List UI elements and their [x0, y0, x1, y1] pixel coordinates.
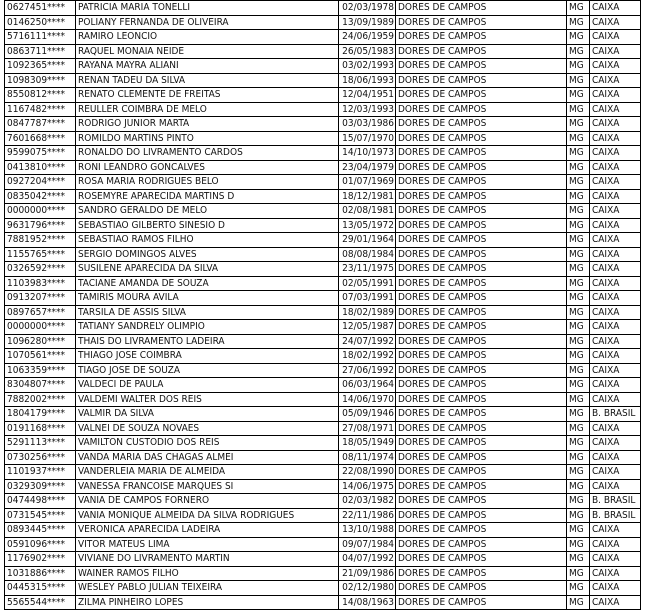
nis-cell: 0927204**** — [5, 175, 76, 190]
state-cell: MG — [567, 421, 590, 436]
table-row — [5, 450, 641, 465]
nis-cell: 1096280**** — [5, 334, 76, 349]
table-row — [5, 407, 641, 422]
birth-date-cell: 06/03/1964 — [339, 378, 396, 393]
state-cell: MG — [567, 523, 590, 538]
nis-cell: 7881952**** — [5, 233, 76, 248]
birth-date-cell: 02/03/1982 — [339, 494, 396, 509]
nis-cell: 0329309**** — [5, 479, 76, 494]
birth-date-cell: 18/06/1993 — [339, 73, 396, 88]
name-cell: RAYANA MAYRA ALIANI — [76, 59, 339, 74]
table-row — [5, 305, 641, 320]
bank-cell: CAIXA — [590, 566, 641, 581]
name-cell: RONI LEANDRO GONCALVES — [76, 160, 339, 175]
state-cell: MG — [567, 73, 590, 88]
name-cell: SEBASTIAO GILBERTO SINESIO D — [76, 218, 339, 233]
birth-date-cell: 22/08/1990 — [339, 465, 396, 480]
birth-date-cell: 18/12/1981 — [339, 189, 396, 204]
state-cell: MG — [567, 204, 590, 219]
birth-date-cell: 03/02/1993 — [339, 59, 396, 74]
state-cell: MG — [567, 175, 590, 190]
birth-date-cell: 14/06/1970 — [339, 392, 396, 407]
nis-cell: 0897657**** — [5, 305, 76, 320]
table-row — [5, 378, 641, 393]
bank-cell: CAIXA — [590, 421, 641, 436]
nis-cell: 8304807**** — [5, 378, 76, 393]
state-cell: MG — [567, 146, 590, 161]
table-row — [5, 44, 641, 59]
nis-cell: 1031886**** — [5, 566, 76, 581]
table-row — [5, 552, 641, 567]
bank-cell: CAIXA — [590, 204, 641, 219]
city-cell: DORES DE CAMPOS — [396, 291, 567, 306]
state-cell: MG — [567, 508, 590, 523]
bank-cell: CAIXA — [590, 334, 641, 349]
state-cell: MG — [567, 59, 590, 74]
table-row — [5, 218, 641, 233]
nis-cell: 0445315**** — [5, 581, 76, 596]
name-cell: SANDRO GERALDO DE MELO — [76, 204, 339, 219]
state-cell: MG — [567, 247, 590, 262]
state-cell: MG — [567, 160, 590, 175]
state-cell: MG — [567, 291, 590, 306]
state-cell: MG — [567, 581, 590, 596]
name-cell: VANDA MARIA DAS CHAGAS ALMEI — [76, 450, 339, 465]
birth-date-cell: 24/07/1992 — [339, 334, 396, 349]
city-cell: DORES DE CAMPOS — [396, 479, 567, 494]
table-row — [5, 160, 641, 175]
city-cell: DORES DE CAMPOS — [396, 334, 567, 349]
birth-date-cell: 14/10/1973 — [339, 146, 396, 161]
name-cell: VANIA MONIQUE ALMEIDA DA SILVA RODRIGUES — [76, 508, 339, 523]
nis-cell: 0191168**** — [5, 421, 76, 436]
bank-cell: CAIXA — [590, 131, 641, 146]
name-cell: VIVIANE DO LIVRAMENTO MARTIN — [76, 552, 339, 567]
name-cell: RODRIGO JUNIOR MARTA — [76, 117, 339, 132]
name-cell: ROSEMYRE APARECIDA MARTINS D — [76, 189, 339, 204]
state-cell: MG — [567, 378, 590, 393]
name-cell: ROSA MARIA RODRIGUES BELO — [76, 175, 339, 190]
bank-cell: CAIXA — [590, 160, 641, 175]
city-cell: DORES DE CAMPOS — [396, 247, 567, 262]
table-row — [5, 131, 641, 146]
city-cell: DORES DE CAMPOS — [396, 15, 567, 30]
state-cell: MG — [567, 552, 590, 567]
table-row — [5, 494, 641, 509]
name-cell: RONALDO DO LIVRAMENTO CARDOS — [76, 146, 339, 161]
state-cell: MG — [567, 131, 590, 146]
state-cell: MG — [567, 262, 590, 277]
state-cell: MG — [567, 102, 590, 117]
table-row — [5, 523, 641, 538]
city-cell: DORES DE CAMPOS — [396, 508, 567, 523]
name-cell: ROMILDO MARTINS PINTO — [76, 131, 339, 146]
name-cell: WESLEY PABLO JULIAN TEIXEIRA — [76, 581, 339, 596]
state-cell: MG — [567, 407, 590, 422]
bank-cell: CAIXA — [590, 247, 641, 262]
nis-cell: 0835042**** — [5, 189, 76, 204]
nis-cell: 5716111**** — [5, 30, 76, 45]
name-cell: RENATO CLEMENTE DE FREITAS — [76, 88, 339, 103]
city-cell: DORES DE CAMPOS — [396, 436, 567, 451]
state-cell: MG — [567, 595, 590, 610]
bank-cell: CAIXA — [590, 262, 641, 277]
nis-cell: 8550812**** — [5, 88, 76, 103]
state-cell: MG — [567, 436, 590, 451]
nis-cell: 0893445**** — [5, 523, 76, 538]
city-cell: DORES DE CAMPOS — [396, 1, 567, 16]
nis-cell: 0863711**** — [5, 44, 76, 59]
name-cell: REULLER COIMBRA DE MELO — [76, 102, 339, 117]
bank-cell: CAIXA — [590, 15, 641, 30]
nis-cell: 0591096**** — [5, 537, 76, 552]
birth-date-cell: 12/05/1987 — [339, 320, 396, 335]
name-cell: VERONICA APARECIDA LADEIRA — [76, 523, 339, 538]
city-cell: DORES DE CAMPOS — [396, 102, 567, 117]
table-row — [5, 465, 641, 480]
state-cell: MG — [567, 450, 590, 465]
table-row — [5, 334, 641, 349]
nis-cell: 0146250**** — [5, 15, 76, 30]
nis-cell: 0000000**** — [5, 204, 76, 219]
nis-cell: 1103983**** — [5, 276, 76, 291]
state-cell: MG — [567, 363, 590, 378]
state-cell: MG — [567, 1, 590, 16]
city-cell: DORES DE CAMPOS — [396, 552, 567, 567]
birth-date-cell: 05/09/1946 — [339, 407, 396, 422]
state-cell: MG — [567, 88, 590, 103]
name-cell: VANDERLEIA MARIA DE ALMEIDA — [76, 465, 339, 480]
nis-cell: 1070561**** — [5, 349, 76, 364]
name-cell: VANIA DE CAMPOS FORNERO — [76, 494, 339, 509]
birth-date-cell: 18/02/1989 — [339, 305, 396, 320]
table-row — [5, 436, 641, 451]
birth-date-cell: 02/05/1991 — [339, 276, 396, 291]
bank-cell: CAIXA — [590, 233, 641, 248]
nis-cell: 1101937**** — [5, 465, 76, 480]
city-cell: DORES DE CAMPOS — [396, 218, 567, 233]
birth-date-cell: 26/05/1983 — [339, 44, 396, 59]
city-cell: DORES DE CAMPOS — [396, 450, 567, 465]
nis-cell: 1804179**** — [5, 407, 76, 422]
nis-cell: 0731545**** — [5, 508, 76, 523]
name-cell: VALDECI DE PAULA — [76, 378, 339, 393]
bank-cell: CAIXA — [590, 479, 641, 494]
city-cell: DORES DE CAMPOS — [396, 421, 567, 436]
bank-cell: CAIXA — [590, 537, 641, 552]
state-cell: MG — [567, 566, 590, 581]
table-row — [5, 204, 641, 219]
nis-cell: 0000000**** — [5, 320, 76, 335]
name-cell: VALDEMI WALTER DOS REIS — [76, 392, 339, 407]
table-row — [5, 363, 641, 378]
name-cell: RAMIRO LEONCIO — [76, 30, 339, 45]
table-row — [5, 102, 641, 117]
city-cell: DORES DE CAMPOS — [396, 523, 567, 538]
state-cell: MG — [567, 320, 590, 335]
name-cell: VANESSA FRANCOISE MARQUES SI — [76, 479, 339, 494]
name-cell: PATRICIA MARIA TONELLI — [76, 1, 339, 16]
nis-cell: 1167482**** — [5, 102, 76, 117]
bank-cell: CAIXA — [590, 175, 641, 190]
city-cell: DORES DE CAMPOS — [396, 566, 567, 581]
nis-cell: 1063359**** — [5, 363, 76, 378]
city-cell: DORES DE CAMPOS — [396, 320, 567, 335]
bank-cell: CAIXA — [590, 465, 641, 480]
table-row — [5, 247, 641, 262]
nis-cell: 0730256**** — [5, 450, 76, 465]
city-cell: DORES DE CAMPOS — [396, 581, 567, 596]
state-cell: MG — [567, 479, 590, 494]
city-cell: DORES DE CAMPOS — [396, 204, 567, 219]
beneficiary-table — [4, 0, 641, 610]
bank-cell: CAIXA — [590, 378, 641, 393]
table-row — [5, 30, 641, 45]
table-row — [5, 349, 641, 364]
city-cell: DORES DE CAMPOS — [396, 146, 567, 161]
birth-date-cell: 12/03/1993 — [339, 102, 396, 117]
nis-cell: 1092365**** — [5, 59, 76, 74]
birth-date-cell: 14/06/1975 — [339, 479, 396, 494]
table-row — [5, 146, 641, 161]
bank-cell: CAIXA — [590, 291, 641, 306]
name-cell: VITOR MATEUS LIMA — [76, 537, 339, 552]
city-cell: DORES DE CAMPOS — [396, 88, 567, 103]
state-cell: MG — [567, 334, 590, 349]
bank-cell: CAIXA — [590, 581, 641, 596]
nis-cell: 1176902**** — [5, 552, 76, 567]
bank-cell: B. BRASIL — [590, 407, 641, 422]
birth-date-cell: 07/03/1991 — [339, 291, 396, 306]
bank-cell: CAIXA — [590, 73, 641, 88]
city-cell: DORES DE CAMPOS — [396, 363, 567, 378]
nis-cell: 0627451**** — [5, 1, 76, 16]
nis-cell: 5291113**** — [5, 436, 76, 451]
table-row — [5, 88, 641, 103]
name-cell: SUSILENE APARECIDA DA SILVA — [76, 262, 339, 277]
city-cell: DORES DE CAMPOS — [396, 494, 567, 509]
birth-date-cell: 18/02/1992 — [339, 349, 396, 364]
city-cell: DORES DE CAMPOS — [396, 175, 567, 190]
bank-cell: CAIXA — [590, 218, 641, 233]
birth-date-cell: 27/08/1971 — [339, 421, 396, 436]
table-row — [5, 233, 641, 248]
birth-date-cell: 23/04/1979 — [339, 160, 396, 175]
bank-cell: CAIXA — [590, 349, 641, 364]
table-row — [5, 175, 641, 190]
table-row — [5, 73, 641, 88]
birth-date-cell: 03/03/1986 — [339, 117, 396, 132]
nis-cell: 0474498**** — [5, 494, 76, 509]
name-cell: ZILMA PINHEIRO LOPES — [76, 595, 339, 610]
city-cell: DORES DE CAMPOS — [396, 44, 567, 59]
nis-cell: 7882002**** — [5, 392, 76, 407]
city-cell: DORES DE CAMPOS — [396, 233, 567, 248]
table-row — [5, 262, 641, 277]
name-cell: VAMILTON CUSTODIO DOS REIS — [76, 436, 339, 451]
state-cell: MG — [567, 189, 590, 204]
name-cell: TIAGO JOSE DE SOUZA — [76, 363, 339, 378]
state-cell: MG — [567, 15, 590, 30]
birth-date-cell: 24/06/1959 — [339, 30, 396, 45]
birth-date-cell: 04/07/1992 — [339, 552, 396, 567]
birth-date-cell: 27/06/1992 — [339, 363, 396, 378]
name-cell: TARSILA DE ASSIS SILVA — [76, 305, 339, 320]
nis-cell: 0413810**** — [5, 160, 76, 175]
bank-cell: CAIXA — [590, 320, 641, 335]
table-row — [5, 392, 641, 407]
city-cell: DORES DE CAMPOS — [396, 73, 567, 88]
state-cell: MG — [567, 218, 590, 233]
bank-cell: CAIXA — [590, 59, 641, 74]
city-cell: DORES DE CAMPOS — [396, 465, 567, 480]
bank-cell: B. BRASIL — [590, 494, 641, 509]
birth-date-cell: 14/08/1963 — [339, 595, 396, 610]
bank-cell: B. BRASIL — [590, 508, 641, 523]
table-row — [5, 320, 641, 335]
name-cell: TACIANE AMANDA DE SOUZA — [76, 276, 339, 291]
table-body — [5, 1, 641, 610]
table-row — [5, 276, 641, 291]
birth-date-cell: 13/09/1989 — [339, 15, 396, 30]
name-cell: RENAN TADEU DA SILVA — [76, 73, 339, 88]
table-row — [5, 508, 641, 523]
name-cell: THAIS DO LIVRAMENTO LADEIRA — [76, 334, 339, 349]
bank-cell: CAIXA — [590, 595, 641, 610]
name-cell: WAINER RAMOS FILHO — [76, 566, 339, 581]
state-cell: MG — [567, 537, 590, 552]
state-cell: MG — [567, 305, 590, 320]
bank-cell: CAIXA — [590, 276, 641, 291]
bank-cell: CAIXA — [590, 552, 641, 567]
bank-cell: CAIXA — [590, 305, 641, 320]
table-row — [5, 566, 641, 581]
name-cell: THIAGO JOSE COIMBRA — [76, 349, 339, 364]
bank-cell: CAIXA — [590, 436, 641, 451]
bank-cell: CAIXA — [590, 30, 641, 45]
table-row — [5, 537, 641, 552]
state-cell: MG — [567, 494, 590, 509]
table-row — [5, 291, 641, 306]
table-row — [5, 595, 641, 610]
birth-date-cell: 02/03/1978 — [339, 1, 396, 16]
bank-cell: CAIXA — [590, 1, 641, 16]
birth-date-cell: 01/07/1969 — [339, 175, 396, 190]
city-cell: DORES DE CAMPOS — [396, 160, 567, 175]
name-cell: SERGIO DOMINGOS ALVES — [76, 247, 339, 262]
birth-date-cell: 08/11/1974 — [339, 450, 396, 465]
birth-date-cell: 02/12/1980 — [339, 581, 396, 596]
birth-date-cell: 13/05/1972 — [339, 218, 396, 233]
name-cell: VALMIR DA SILVA — [76, 407, 339, 422]
bank-cell: CAIXA — [590, 189, 641, 204]
birth-date-cell: 02/08/1981 — [339, 204, 396, 219]
city-cell: DORES DE CAMPOS — [396, 30, 567, 45]
birth-date-cell: 09/07/1984 — [339, 537, 396, 552]
bank-cell: CAIXA — [590, 392, 641, 407]
city-cell: DORES DE CAMPOS — [396, 537, 567, 552]
bank-cell: CAIXA — [590, 523, 641, 538]
name-cell: VALNEI DE SOUZA NOVAES — [76, 421, 339, 436]
city-cell: DORES DE CAMPOS — [396, 305, 567, 320]
name-cell: SEBASTIAO RAMOS FILHO — [76, 233, 339, 248]
nis-cell: 1155765**** — [5, 247, 76, 262]
bank-cell: CAIXA — [590, 44, 641, 59]
nis-cell: 1098309**** — [5, 73, 76, 88]
nis-cell: 7601668**** — [5, 131, 76, 146]
birth-date-cell: 18/05/1949 — [339, 436, 396, 451]
birth-date-cell: 29/01/1964 — [339, 233, 396, 248]
birth-date-cell: 22/11/1986 — [339, 508, 396, 523]
state-cell: MG — [567, 276, 590, 291]
state-cell: MG — [567, 465, 590, 480]
bank-cell: CAIXA — [590, 363, 641, 378]
nis-cell: 9631796**** — [5, 218, 76, 233]
table-row — [5, 1, 641, 16]
bank-cell: CAIXA — [590, 88, 641, 103]
city-cell: DORES DE CAMPOS — [396, 117, 567, 132]
birth-date-cell: 15/07/1970 — [339, 131, 396, 146]
city-cell: DORES DE CAMPOS — [396, 276, 567, 291]
name-cell: RAQUEL MONAIA NEIDE — [76, 44, 339, 59]
bank-cell: CAIXA — [590, 117, 641, 132]
bank-cell: CAIXA — [590, 450, 641, 465]
city-cell: DORES DE CAMPOS — [396, 131, 567, 146]
city-cell: DORES DE CAMPOS — [396, 407, 567, 422]
table-row — [5, 479, 641, 494]
birth-date-cell: 21/09/1986 — [339, 566, 396, 581]
table-row — [5, 421, 641, 436]
name-cell: TATIANY SANDRELY OLIMPIO — [76, 320, 339, 335]
table-row — [5, 15, 641, 30]
table-row — [5, 117, 641, 132]
birth-date-cell: 08/08/1984 — [339, 247, 396, 262]
city-cell: DORES DE CAMPOS — [396, 595, 567, 610]
city-cell: DORES DE CAMPOS — [396, 392, 567, 407]
birth-date-cell: 13/10/1988 — [339, 523, 396, 538]
city-cell: DORES DE CAMPOS — [396, 378, 567, 393]
table-row — [5, 59, 641, 74]
state-cell: MG — [567, 392, 590, 407]
nis-cell: 0326592**** — [5, 262, 76, 277]
birth-date-cell: 23/11/1975 — [339, 262, 396, 277]
table-row — [5, 189, 641, 204]
city-cell: DORES DE CAMPOS — [396, 59, 567, 74]
nis-cell: 5565544**** — [5, 595, 76, 610]
state-cell: MG — [567, 349, 590, 364]
table-row — [5, 581, 641, 596]
city-cell: DORES DE CAMPOS — [396, 189, 567, 204]
bank-cell: CAIXA — [590, 102, 641, 117]
state-cell: MG — [567, 44, 590, 59]
nis-cell: 0847787**** — [5, 117, 76, 132]
city-cell: DORES DE CAMPOS — [396, 262, 567, 277]
state-cell: MG — [567, 233, 590, 248]
nis-cell: 0913207**** — [5, 291, 76, 306]
birth-date-cell: 12/04/1951 — [339, 88, 396, 103]
bank-cell: CAIXA — [590, 146, 641, 161]
name-cell: TAMIRIS MOURA AVILA — [76, 291, 339, 306]
nis-cell: 9599075**** — [5, 146, 76, 161]
name-cell: POLIANY FERNANDA DE OLIVEIRA — [76, 15, 339, 30]
state-cell: MG — [567, 30, 590, 45]
state-cell: MG — [567, 117, 590, 132]
city-cell: DORES DE CAMPOS — [396, 349, 567, 364]
